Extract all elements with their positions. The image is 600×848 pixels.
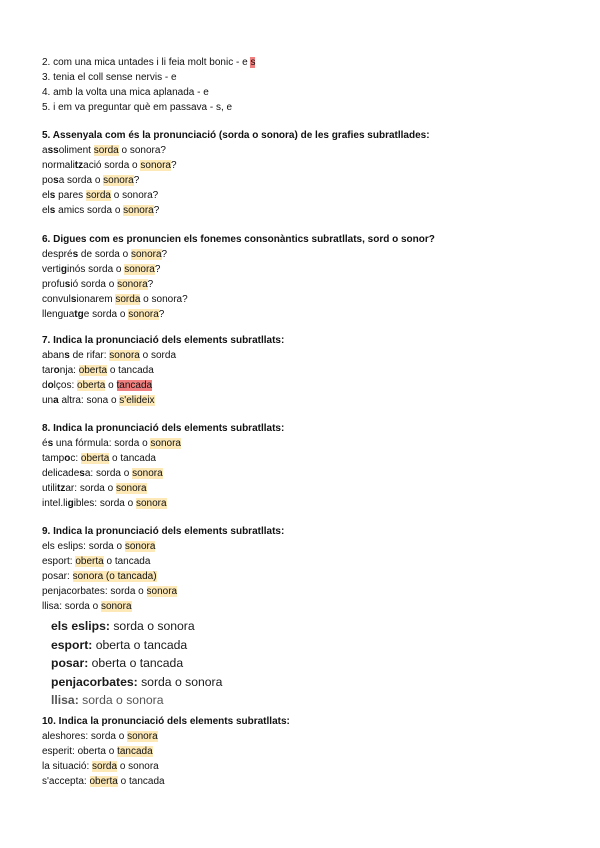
list-item: assoliment sorda o sonora? [42,144,166,156]
snippet-line: esport: oberta o tancada [51,637,188,652]
list-item: s'accepta: oberta o tancada [42,775,165,787]
list-item: els eslips: sorda o sonora [42,540,156,552]
question-9 [42,525,570,614]
list-item: els amics sorda o sonora? [42,204,160,216]
list-item: esport: oberta o tancada [42,555,151,567]
list-item: una altra: sona o s'elideix [42,394,155,406]
question-heading: 5. Assenyala com és la pronunciació (sorda o sonora) de les grafies subratllades: [42,130,430,141]
list-item: convulsionarem sorda o sonora? [42,293,188,305]
snippet-line: posar: oberta o tancada [51,656,184,671]
list-item: 2. com una mica untades i li feia molt bonic - e s [42,57,256,68]
list-item: 5. i em va preguntar què em passava - s, e [42,101,233,113]
list-item: taronja: oberta o tancada [42,364,154,376]
list-item: els pares sorda o sonora? [42,189,159,201]
list-item: utilitzar: sorda o sonora [42,482,147,494]
question-heading: 8. Indica la pronunciació dels elements subratllats: [42,423,285,434]
list-item: penjacorbates: sorda o sonora [42,585,178,597]
list-item: abans de rifar: sonora o sorda [42,349,176,361]
list-item: normalització sorda o sonora? [42,159,177,171]
list-item: és una fórmula: sorda o sonora [42,437,181,449]
list-item: després de sorda o sonora? [42,248,168,260]
question-10 [42,715,570,790]
question-heading: 6. Digues com es pronuncien els fonemes consonàntics subratllats, sord o sonor? [42,234,435,245]
question-7 [42,334,570,409]
list-item: la situació: sorda o sonora [42,760,159,772]
list-item: posa sorda o sonora? [42,174,140,186]
list-item: intel.ligibles: sorda o sonora [42,497,167,509]
question-heading: 10. Indica la pronunciació dels elements subratllats: [42,716,290,727]
list-item: llisa: sorda o sonora [42,600,132,612]
snippet-line: els eslips: sorda o sonora [51,619,195,633]
question-5 [42,129,570,218]
list-item: llenguatge sorda o sonora? [42,308,165,320]
list-item: profusió sorda o sonora? [42,278,154,290]
list-item: aleshores: sorda o sonora [42,730,158,742]
list-item: dolços: oberta o tancada [42,379,153,391]
snippet-line: llisa: sorda o sonora [51,693,164,708]
question-6 [42,233,570,322]
list-item: esperit: oberta o tancada [42,745,153,757]
question-heading: 9. Indica la pronunciació dels elements subratllats: [42,526,285,537]
list-item: tampoc: oberta o tancada [42,452,156,464]
list-item: 4. amb la volta una mica aplanada - e [42,86,209,98]
snippet-line: penjacorbates: sorda o sonora [51,674,223,689]
question-8 [42,422,570,511]
list-item: vertiginós sorda o sonora? [42,263,161,275]
list-item: delicadesa: sorda o sonora [42,467,163,479]
embedded-snippet [51,617,222,710]
top-answer-list [42,56,570,116]
list-item: posar: sonora (o tancada) [42,570,157,582]
question-heading: 7. Indica la pronunciació dels elements subratllats: [42,335,285,346]
list-item: 3. tenia el coll sense nervis - e [42,71,177,83]
